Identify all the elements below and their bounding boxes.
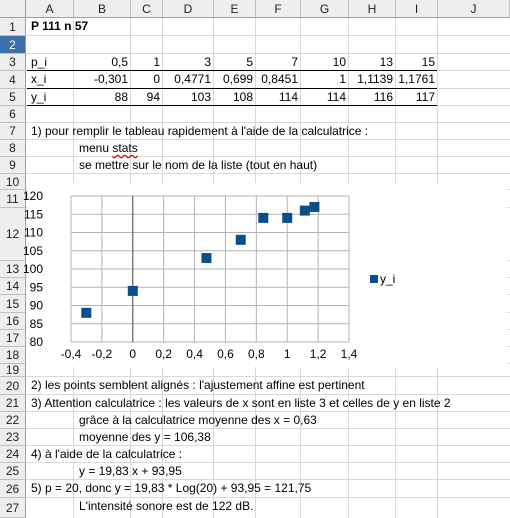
column-header-d[interactable]: D bbox=[163, 0, 214, 18]
cell-a1-title[interactable]: P 111 n 57 bbox=[31, 19, 89, 33]
cell-a7[interactable]: 1) pour remplir le tableau rapidement à l'aide de la calculatrice : bbox=[31, 124, 369, 138]
cell-i5[interactable]: 117 bbox=[415, 90, 435, 104]
cell-g4[interactable]: 1 bbox=[339, 72, 346, 86]
y-tick-label: 85 bbox=[29, 316, 43, 331]
spellcheck-word: stats bbox=[112, 141, 138, 155]
cell-e4[interactable]: 0,699 bbox=[222, 72, 253, 86]
row-header-14[interactable]: 14 bbox=[0, 278, 26, 295]
row-header-11[interactable]: 11 bbox=[0, 190, 26, 208]
cell-d5[interactable]: 103 bbox=[190, 90, 211, 104]
data-point bbox=[201, 253, 211, 263]
row-header-18[interactable]: 18 bbox=[0, 347, 26, 364]
x-tick-label: 1,4 bbox=[340, 347, 358, 361]
cell-b8[interactable] bbox=[79, 140, 138, 157]
x-tick-label: 0,8 bbox=[247, 347, 265, 361]
cell-f3[interactable]: 7 bbox=[291, 55, 298, 69]
data-point bbox=[128, 286, 138, 296]
cell-i4[interactable]: 1,1761 bbox=[398, 72, 435, 86]
x-tick-label: -0,2 bbox=[91, 347, 113, 361]
cell-h3[interactable]: 13 bbox=[379, 55, 393, 69]
row-header-10[interactable]: 10 bbox=[0, 174, 26, 190]
data-point bbox=[300, 206, 310, 216]
y-tick-label: 90 bbox=[29, 298, 43, 313]
cell-h4[interactable]: 1,1139 bbox=[357, 72, 393, 86]
data-point bbox=[81, 308, 91, 318]
x-tick-label: 0,2 bbox=[155, 347, 173, 361]
row-header-5[interactable]: 5 bbox=[0, 89, 26, 106]
row-header-26[interactable]: 26 bbox=[0, 480, 26, 498]
x-tick-label: 0 bbox=[129, 347, 137, 361]
cell-g3[interactable]: 10 bbox=[332, 55, 346, 69]
cell-b25[interactable]: y = 19,83 x + 93,95 bbox=[79, 464, 182, 478]
column-header-b[interactable]: B bbox=[74, 0, 131, 18]
cell-b8-text: menu bbox=[79, 141, 113, 155]
cell-i3[interactable]: 15 bbox=[421, 55, 435, 69]
row-header-9[interactable]: 9 bbox=[0, 157, 26, 174]
cell-a5-y-label[interactable]: y_i bbox=[31, 90, 47, 104]
data-point bbox=[309, 202, 319, 212]
cell-c4[interactable]: 0 bbox=[153, 72, 160, 86]
cell-f5[interactable]: 114 bbox=[278, 90, 298, 104]
column-header-f[interactable]: F bbox=[256, 0, 301, 18]
y-tick-label: 80 bbox=[29, 335, 43, 349]
cell-b23[interactable]: moyenne des y = 106,38 bbox=[79, 430, 211, 444]
column-header-e[interactable]: E bbox=[214, 0, 256, 18]
row-header-3[interactable]: 3 bbox=[0, 54, 26, 71]
x-tick-label: 0,4 bbox=[186, 347, 203, 361]
cell-c3[interactable]: 1 bbox=[153, 55, 160, 69]
row-header-8[interactable]: 8 bbox=[0, 140, 26, 157]
y-tick-label: 120 bbox=[22, 189, 43, 203]
row-header-23[interactable]: 23 bbox=[0, 429, 26, 446]
row-header-27[interactable]: 27 bbox=[0, 498, 26, 518]
row-header-25[interactable]: 25 bbox=[0, 463, 26, 480]
row-header-16[interactable]: 16 bbox=[0, 313, 26, 330]
y-tick-label: 105 bbox=[22, 243, 43, 258]
data-point bbox=[282, 213, 292, 223]
cell-b22[interactable]: grâce à la calculatrice moyenne des x = 0,63 bbox=[79, 413, 317, 427]
scatter-chart[interactable] bbox=[22, 183, 507, 367]
row-header-4[interactable]: 4 bbox=[0, 71, 26, 89]
column-header-i[interactable]: I bbox=[396, 0, 438, 18]
legend-marker bbox=[370, 275, 378, 283]
cell-f4[interactable]: 0,8451 bbox=[261, 72, 298, 86]
data-point bbox=[258, 213, 268, 223]
cell-b4[interactable]: -0,301 bbox=[93, 72, 128, 86]
select-all-corner[interactable] bbox=[0, 0, 26, 18]
cell-b5[interactable]: 88 bbox=[114, 90, 128, 104]
row-header-21[interactable]: 21 bbox=[0, 395, 26, 412]
y-tick-label: 95 bbox=[29, 280, 43, 295]
row-header-15[interactable]: 15 bbox=[0, 295, 26, 313]
cell-e3[interactable]: 5 bbox=[246, 55, 253, 69]
legend-label: y_i bbox=[380, 272, 396, 286]
row-header-1[interactable]: 1 bbox=[0, 18, 26, 36]
x-tick-label: 0,6 bbox=[217, 347, 234, 361]
cell-c5[interactable]: 94 bbox=[146, 90, 160, 104]
row-header-20[interactable]: 20 bbox=[0, 377, 26, 395]
x-tick-label: 1,2 bbox=[309, 347, 327, 361]
column-header-g[interactable]: G bbox=[301, 0, 349, 18]
column-header-c[interactable]: C bbox=[131, 0, 163, 18]
row-header-6[interactable]: 6 bbox=[0, 106, 26, 123]
cell-e5[interactable]: 108 bbox=[232, 90, 253, 104]
row-header-24[interactable]: 24 bbox=[0, 446, 26, 463]
row-header-19[interactable]: 19 bbox=[0, 364, 26, 377]
cell-h5[interactable]: 116 bbox=[373, 90, 393, 104]
row-header-12[interactable]: 12 bbox=[0, 208, 26, 261]
column-header-j[interactable]: J bbox=[438, 0, 510, 18]
x-tick-label: 1 bbox=[283, 347, 291, 361]
cell-d4[interactable]: 0,4771 bbox=[174, 72, 211, 86]
column-header-h[interactable]: H bbox=[349, 0, 396, 18]
y-tick-label: 115 bbox=[23, 207, 43, 222]
cell-a21[interactable]: 3) Attention calculatrice : les valeurs de x sont en liste 3 et celles de y en liste 2 bbox=[31, 396, 451, 410]
cell-a20[interactable]: 2) les points semblent alignés : l'ajustement affine est pertinent bbox=[31, 378, 365, 392]
row-header-13[interactable]: 13 bbox=[0, 261, 26, 278]
cell-g5[interactable]: 114 bbox=[326, 90, 346, 104]
x-tick-label: -0,4 bbox=[60, 347, 82, 361]
data-point bbox=[236, 235, 246, 245]
cell-a26[interactable]: 5) p = 20, donc y = 19,83 * Log(20) + 93,95 = 121,75 bbox=[31, 481, 312, 495]
cell-a24[interactable]: 4) à l'aide de la calculatrice : bbox=[31, 447, 183, 461]
row-header-7[interactable]: 7 bbox=[0, 123, 26, 140]
cell-b9[interactable]: se mettre sur le nom de la liste (tout en haut) bbox=[79, 158, 318, 172]
y-tick-label: 100 bbox=[22, 262, 43, 276]
row-header-2[interactable]: 2 bbox=[0, 36, 26, 54]
cell-d3[interactable]: 3 bbox=[204, 55, 211, 69]
cell-b3[interactable]: 0,5 bbox=[111, 55, 128, 69]
cell-a3-p-label[interactable]: p_i bbox=[31, 55, 48, 69]
chart-background bbox=[27, 183, 507, 367]
row-header-17[interactable]: 17 bbox=[0, 330, 26, 347]
table-border bbox=[27, 70, 437, 71]
column-header-a[interactable]: A bbox=[26, 0, 74, 18]
y-tick-label: 110 bbox=[23, 225, 43, 240]
cell-b27[interactable]: L'intensité sonore est de 122 dB. bbox=[79, 499, 254, 513]
table-border bbox=[27, 105, 437, 106]
cell-a4-x-label[interactable]: x_i bbox=[31, 72, 47, 86]
row-header-22[interactable]: 22 bbox=[0, 412, 26, 429]
table-border bbox=[27, 88, 437, 89]
